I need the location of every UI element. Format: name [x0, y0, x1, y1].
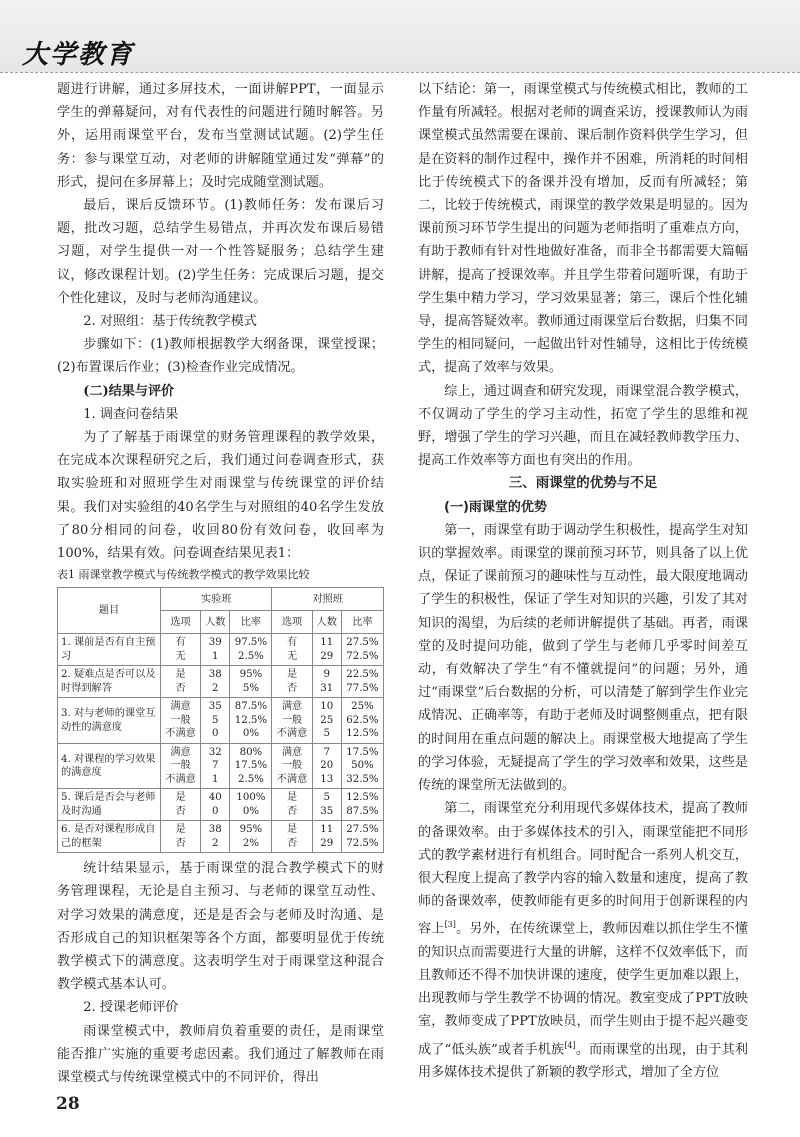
citation-ref[interactable]: [4]: [564, 1040, 576, 1050]
table-cell: 38 2: [201, 666, 230, 698]
table-cell: 95% 5%: [230, 666, 272, 698]
paragraph: 为了了解基于雨课堂的财务管理课程的教学效果，在完成本次课程研究之后，我们通过问卷调查形式，获取实验班和对照班学生对雨课堂与传统课堂的评价结果。我们对实验组的40名学生与对照组的40名学生发放了80分相同的问卷，收回80份有效问卷，收回率为100%，结果有效。问卷调查结果见表1：: [57, 430, 384, 562]
subheading: 2. 对照组：基于传统教学模式: [83, 314, 257, 330]
table-subheader-count: 人数: [312, 611, 341, 634]
table-cell: 是 否: [272, 666, 312, 698]
table-cell-question: 3. 对与老师的课堂互动性的满意度: [58, 698, 161, 744]
table-cell: 是 否: [161, 789, 201, 821]
paragraph: 步骤如下：(1)教师根据教学大纲备课，课堂授课；(2)布置课后作业；(3)检查作业完成情况。: [57, 337, 384, 376]
table-cell: 100% 0%: [230, 789, 272, 821]
table-cell: 11 29: [312, 821, 341, 853]
table-subheader-rate: 比率: [230, 611, 272, 634]
table-row: [58, 743, 384, 789]
table-cell: 38 2: [201, 821, 230, 853]
table-caption: 表1 雨课堂教学模式与传统教学模式的教学效果比较: [57, 568, 310, 582]
table-cell: 27.5% 72.5%: [341, 821, 383, 853]
table-cell: 9 31: [312, 666, 341, 698]
paragraph-text: 。另外，在传统课堂上，教师因难以抓住学生不懂的知识点而需要进行大量的讲解，这样不仅效率低下，而且教师还不得不加快讲课的速度，使学生更加难以跟上，出现教师与学生教学不协调的情况。教室变成了PPT放映室，教师变成了PPT放映员，而学生则由于提不起兴趣变成了“低头族”或者手机族: [418, 921, 749, 1058]
paragraph: 以下结论：第一，雨课堂模式与传统模式相比，教师的工作量有所减轻。根据对老师的调查采访，授课教师认为雨课堂模式虽然需要在课前、课后制作资料供学生学习，但是在资料的制作过程中，操作并不困难，所消耗的时间相比于传统模式下的备课并没有增加，反而有所减轻；第二，比较于传统模式，雨课堂的教学效果是明显的。因为课前预习环节学生提出的问题为老师指明了重难点方向，有助于教师有针对性地做好准备，而非全书都需要大篇幅讲解，提高了授课效率。并且学生带着问题听课，有助于学生集中精力学习，学习效果显著；第三，课后个性化辅导，提高答疑效率。教师通过雨课堂后台数据，归集不同学生的相同疑问，一起做出针对性辅导，这相比于传统模式，提高了效率与效果。: [418, 82, 748, 376]
journal-title: 大学教育: [22, 40, 135, 70]
table-cell: 40 0: [201, 789, 230, 821]
table-cell-question: 6. 是否对课程形成自己的框架: [58, 821, 161, 853]
table-subheader-rate: 比率: [341, 611, 383, 634]
paragraph: 雨课堂模式中，教师肩负着重要的责任，是雨课堂能否推广实施的重要考虑因素。我们通过了解教师在雨课堂模式与传统课堂模式中的不同评价，得出: [57, 1023, 384, 1086]
table-cell-question: 5. 课后是否会与老师及时沟通: [58, 789, 161, 821]
left-column: [57, 78, 384, 1089]
table-row: [58, 821, 384, 853]
paragraph: 统计结果显示，基于雨课堂的混合教学模式下的财务管理课程，无论是自主预习、与老师的课堂互动性、对学习效果的满意度，还是是否会与老师及时沟通、是否形成自己的知识框架等各个方面，都要明显优于传统教学模式下的满意度。这表明学生对于雨课堂这种混合教学模式基本认可。: [57, 861, 384, 993]
table-row: [58, 666, 384, 698]
table-cell: 7 20 13: [312, 743, 341, 789]
table-cell: 11 29: [312, 634, 341, 666]
table-cell: 80% 17.5% 2.5%: [230, 743, 272, 789]
table-cell: 35 5 0: [201, 698, 230, 744]
table-subheader-option: 选项: [272, 611, 312, 634]
table-cell: 满意 一般 不满意: [272, 743, 312, 789]
table-cell: 87.5% 12.5% 0%: [230, 698, 272, 744]
table-header-topic: 题目: [58, 588, 161, 634]
table-cell: 95% 2%: [230, 821, 272, 853]
subheading: 2. 授课老师评价: [83, 1000, 179, 1016]
table-cell: 是 否: [161, 666, 201, 698]
paragraph: 综上，通过调查和研究发现，雨课堂混合教学模式，不仅调动了学生的学习主动性，拓宽了学生的思维和视野，增强了学生的学习兴趣，而且在减轻教师教学压力、提高工作效率等方面也有突出的作用。: [418, 383, 748, 469]
table-cell: 22.5% 77.5%: [341, 666, 383, 698]
table-subheader-option: 选项: [161, 611, 201, 634]
paragraph: 题进行讲解，通过多屏技术，一面讲解PPT，一面显示学生的弹幕疑问，对有代表性的问题进行随时解答。另外，运用雨课堂平台，发布当堂测试试题。(2)学生任务：参与课堂互动，对老师的讲解随堂通过发“弹幕”的形式，提问在多屏幕上；及时完成随堂测试题。: [57, 82, 384, 190]
table-header-experimental: 实验班: [161, 588, 272, 611]
paragraph-text: 。而雨课堂的出现，由于其利用多媒体技术提供了新颖的教学形式，增加了全方位: [418, 1042, 749, 1081]
table-cell: 17.5% 50% 32.5%: [341, 743, 383, 789]
table-cell: 97.5% 2.5%: [230, 634, 272, 666]
paragraph-text: 第二，雨课堂充分利用现代多媒体技术，提高了教师的备课效率。由于多媒体技术的引入，雨课堂能把不同形式的教学素材进行有机组合。同时配合一系列人机交互，很大程度上提高了教学内容的输入数量和速度，提高了教师的备课效率，使教师能有更多的时间用于创新课程的内容上: [418, 801, 748, 937]
paragraph: [418, 797, 748, 1084]
citation-ref[interactable]: [3]: [444, 920, 456, 930]
table-row: [58, 789, 384, 821]
table-cell: 有 无: [161, 634, 201, 666]
table-cell: 12.5% 87.5%: [341, 789, 383, 821]
subheading: 1. 调查问卷结果: [83, 406, 179, 422]
section-heading: 三、雨课堂的优势与不足: [508, 475, 658, 492]
table-cell: 有 无: [272, 634, 312, 666]
paragraph: 第一，雨课堂有助于调动学生积极性，提高学生对知识的掌握效率。雨课堂的课前预习环节，则具备了以上优点，保证了课前预习的趣味性与互动性，最大限度地调动了学生的积极性，保证了学生对知识的兴趣，引发了其对知识的渴望，为后续的老师讲解提供了基础。再者，雨课堂的及时提问功能，做到了学生与老师几乎零时间差互动，有效解决了学生“有不懂就提问”的问题；另外，通过“雨课堂”后台数据的分析，可以清楚了解到学生作业完成情况、正确率等，有助于老师及时调整侧重点，把有限的时间用在重点问题的解决上。雨课堂极大地提高了学生的学习体验，无疑提高了学生的学习效率和效果，这些是传统的课堂所无法做到的。: [418, 522, 748, 794]
table-cell: 满意 一般 不满意: [161, 698, 201, 744]
table-cell: 是 否: [272, 821, 312, 853]
header-divider: [0, 72, 800, 74]
section-heading: (二)结果与评价: [83, 383, 175, 399]
table-cell: 39 1: [201, 634, 230, 666]
table-cell-question: 2. 疑难点是否可以及时得到解答: [58, 666, 161, 698]
table-cell: 25% 62.5% 12.5%: [341, 698, 383, 744]
table-cell-question: 4. 对课程的学习效果的满意度: [58, 743, 161, 789]
table-cell: 是 否: [272, 789, 312, 821]
table-cell: 32 7 1: [201, 743, 230, 789]
table-subheader-count: 人数: [201, 611, 230, 634]
table-cell: 5 35: [312, 789, 341, 821]
table-cell: 是 否: [161, 821, 201, 853]
table-cell: 27.5% 72.5%: [341, 634, 383, 666]
right-column: [418, 78, 748, 1084]
table-header-control: 对照班: [272, 588, 384, 611]
table-cell: 满意 一般 不满意: [272, 698, 312, 744]
page-number: 28: [56, 1094, 80, 1114]
survey-table: [57, 587, 384, 853]
paragraph: 最后，课后反馈环节。(1)教师任务：发布课后习题，批改习题，总结学生易错点，并再次发布课后易错习题，对学生提供一对一个性答疑服务；总结学生建议，修改课程计划。(2)学生任务：完成课后习题，提交个性化建议，及时与老师沟通建议。: [57, 198, 384, 306]
table-cell-question: 1. 课前是否有自主预习: [58, 634, 161, 666]
table-cell: 10 25 5: [312, 698, 341, 744]
table-row: [58, 698, 384, 744]
table-row: [58, 634, 384, 666]
table-cell: 满意 一般 不满意: [161, 743, 201, 789]
subsection-heading: (一)雨课堂的优势: [444, 499, 547, 515]
